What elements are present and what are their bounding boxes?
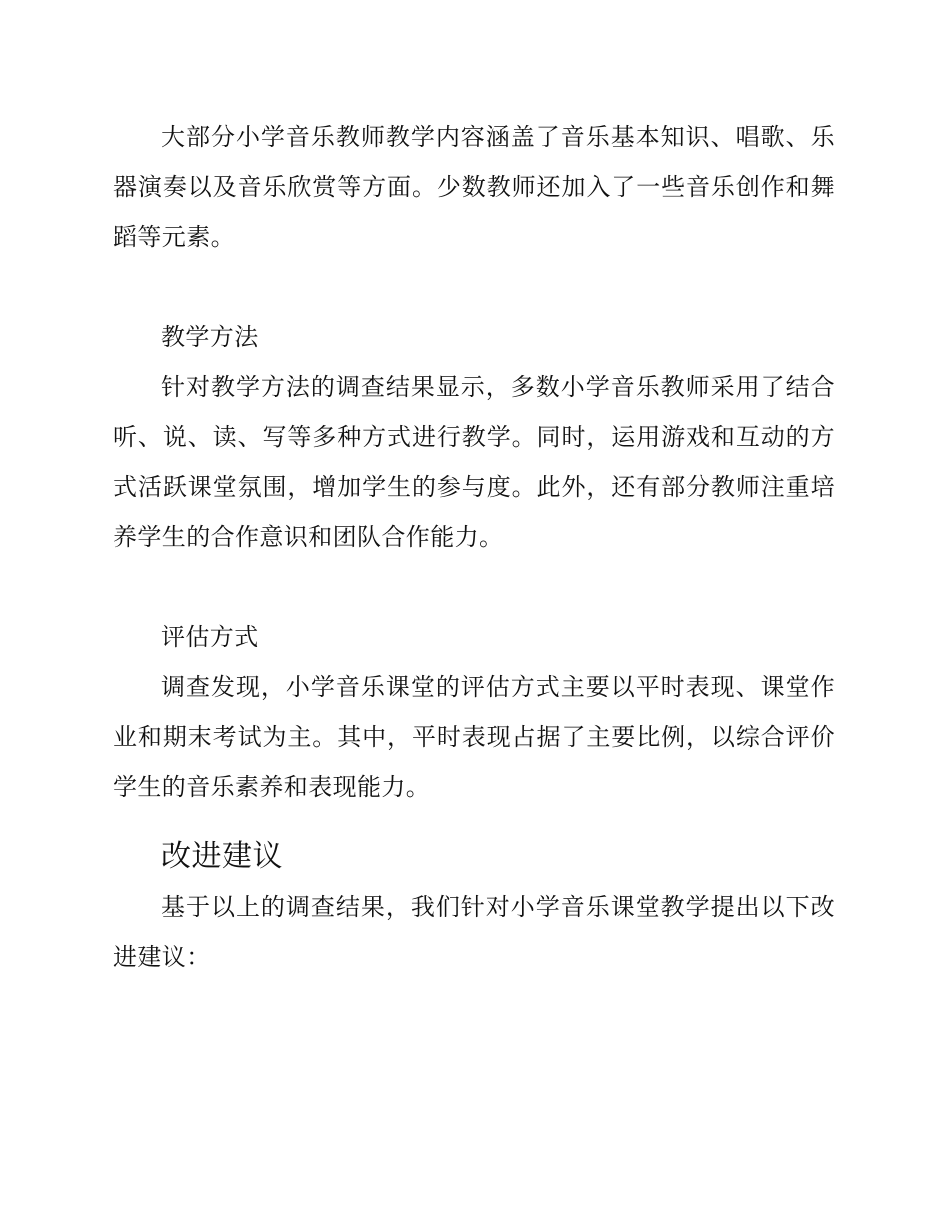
suggestions-title: 改进建议 — [161, 839, 283, 874]
document-page — [113, 112, 835, 982]
spacer — [113, 562, 835, 612]
intro-paragraph: 大部分小学音乐教师教学内容涵盖了音乐基本知识、唱歌、乐器演奏以及音乐欣赏等方面。少数教师还加入了一些音乐创作和舞蹈等元素。 — [113, 123, 835, 251]
teaching-methods-heading: 教学方法 — [161, 323, 259, 351]
assessment-heading: 评估方式 — [161, 623, 259, 651]
spacer — [113, 812, 835, 832]
spacer — [113, 262, 835, 312]
suggestions-paragraph: 基于以上的调查结果，我们针对小学音乐课堂教学提出以下改进建议： — [113, 893, 835, 971]
teaching-methods-paragraph: 针对教学方法的调查结果显示，多数小学音乐教师采用了结合听、说、读、写等多种方式进行教学。同时，运用游戏和互动的方式活跃课堂氛围，增加学生的参与度。此外，还有部分教师注重培养学生的合作意识和团队合作能力。 — [113, 373, 835, 551]
assessment-paragraph: 调查发现，小学音乐课堂的评估方式主要以平时表现、课堂作业和期末考试为主。其中，平时表现占据了主要比例，以综合评价学生的音乐素养和表现能力。 — [113, 673, 835, 801]
